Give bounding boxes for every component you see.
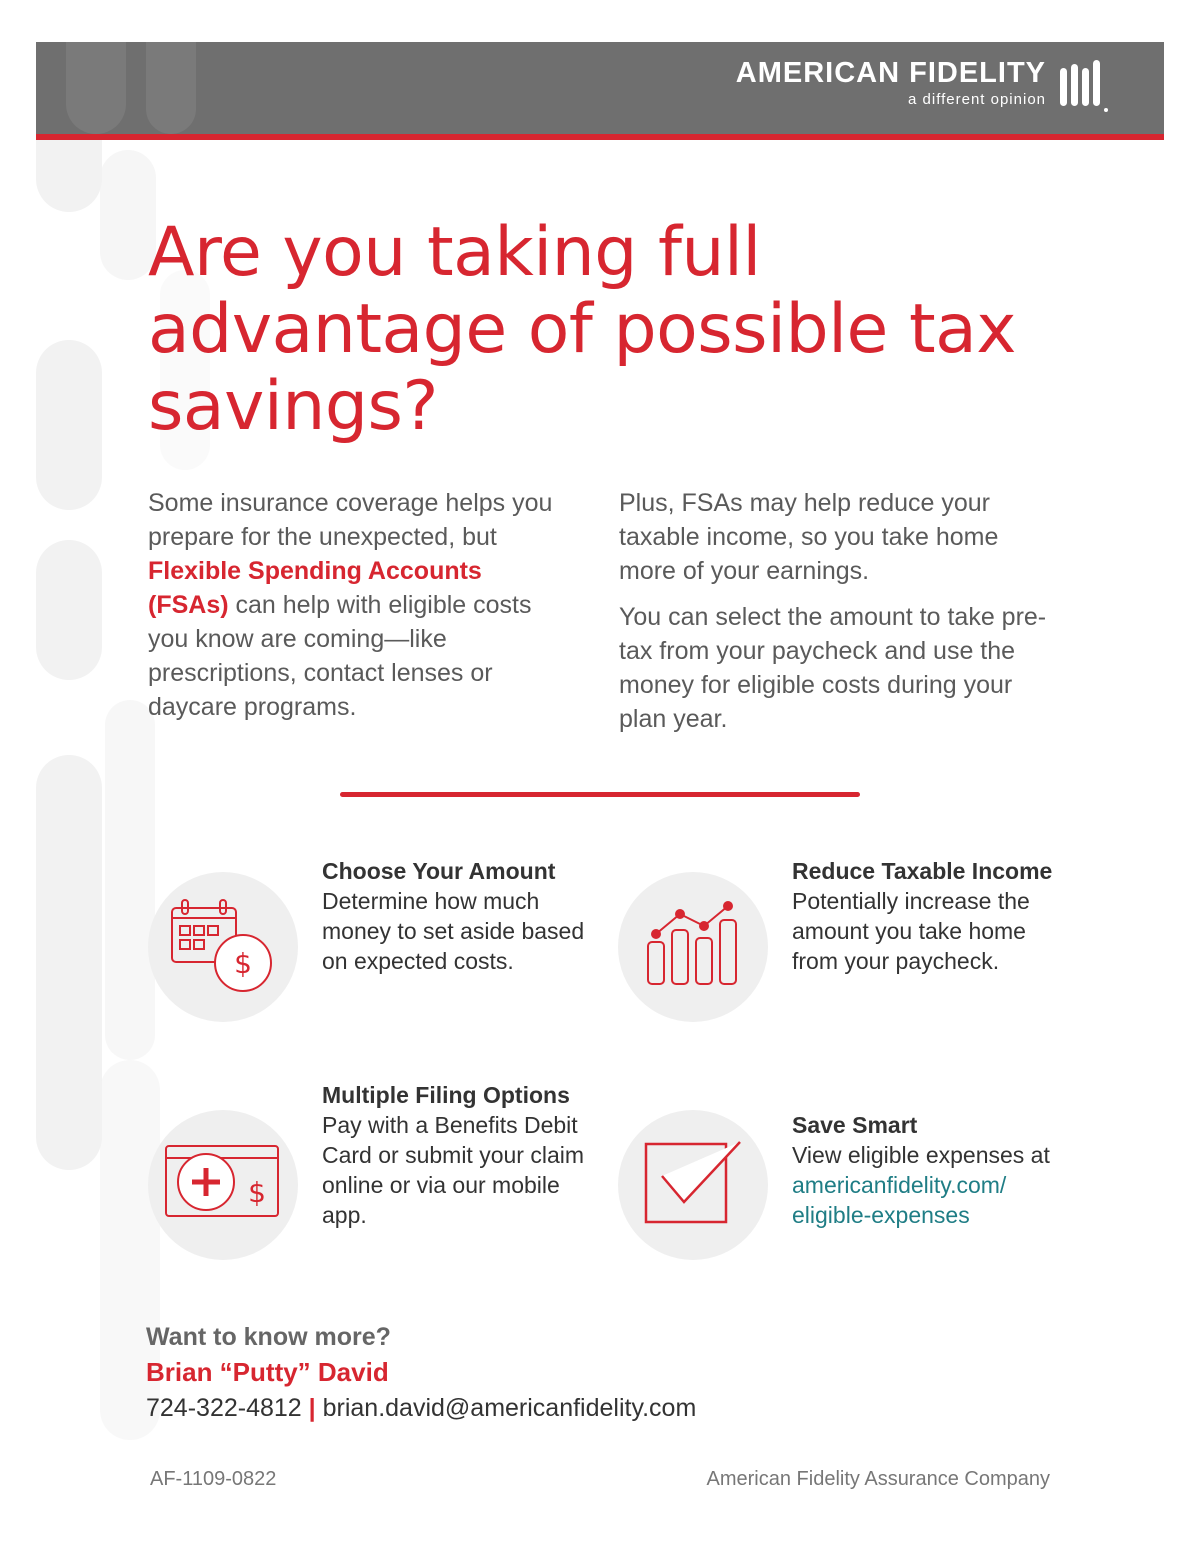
growth-chart-icon [640,894,744,990]
checkbox-icon [644,1138,744,1226]
calendar-dollar-icon [166,896,278,996]
intro-left-column [148,486,558,736]
page-headline: Are you taking full advantage of possible tax savings? [148,213,1017,446]
intro-left-paragraph [148,486,558,724]
feature-title: Choose Your Amount [322,858,556,884]
feature-text: Pay with a Benefits Debit Card or submit your claim online or via our mobile app. [322,1112,585,1228]
intro-left-text-end: can help with eligible costs you know are coming—like prescriptions, contact lenses or daycare programs. [148,591,532,721]
feature-title: Save Smart [792,1112,918,1138]
brand-name: AMERICAN FIDELITY [735,57,1046,89]
contact-email[interactable]: brian.david@americanfidelity.com [322,1394,697,1422]
background-decoration [36,755,102,1170]
svg-text:$: $ [248,1176,266,1209]
header-banner [36,42,1164,140]
feature-text: Determine how much money to set aside based on expected costs. [322,888,585,974]
document-code: AF-1109-0822 [150,1468,277,1490]
medical-card-icon [164,1144,282,1220]
contact-name: Brian “Putty” David [146,1357,389,1387]
intro-right-column [619,486,1059,748]
svg-text:$: $ [234,947,252,980]
feature-reduce-taxable-income [792,856,1062,976]
header-decoration [146,42,196,134]
contact-separator: | [308,1394,316,1422]
brand-wordmark [736,56,1046,110]
section-divider [340,792,860,797]
background-decoration [36,340,102,510]
intro-left-text: Some insurance coverage helps you prepare for the unexpected, but [148,489,553,551]
feature-choose-amount [322,856,592,976]
contact-details [146,1390,696,1426]
feature-title: Reduce Taxable Income [792,858,1053,884]
contact-phone[interactable]: 724-322-4812 [146,1394,302,1422]
american-fidelity-logo-icon [1058,58,1110,114]
background-decoration [36,540,102,680]
feature-multiple-filing-options [322,1080,592,1230]
contact-block [146,1320,696,1426]
feature-text: Potentially increase the amount you take home from your paycheck. [792,888,1030,974]
feature-title: Multiple Filing Options [322,1082,570,1108]
background-decoration [105,700,155,1060]
contact-question: Want to know more? [146,1323,391,1351]
intro-right-paragraph-2: You can select the amount to take pre-tax from your paycheck and use the money for eligible costs during your plan year. [619,603,1047,733]
header-decoration [66,42,126,134]
intro-right-paragraph-1: Plus, FSAs may help reduce your taxable income, so you take home more of your earnings. [619,489,999,585]
company-name: American Fidelity Assurance Company [706,1468,1050,1490]
intro-fsa-bold: Flexible Spending Accounts (FSAs) [148,557,482,619]
feature-text: View eligible expenses at [792,1142,1050,1168]
brand-tagline: a different opinion [908,91,1046,108]
eligible-expenses-link[interactable]: americanfidelity.com/ eligible-expenses [792,1172,1007,1228]
feature-save-smart [792,1110,1062,1230]
